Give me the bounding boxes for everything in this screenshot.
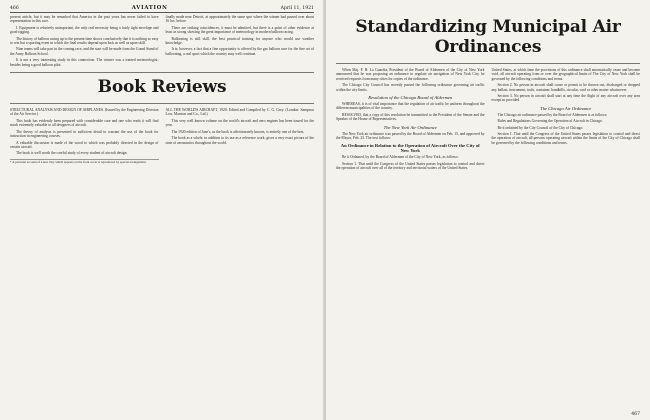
paragraph: It is not a very interesting study in this connection. The winner was a trained meteorologist; besides being a good balloon pilot. xyxy=(10,58,159,67)
paragraph: Be it Ordained, by the Board of Aldermen of the City of New York, as follows: xyxy=(342,155,459,160)
paragraph: Section 2. No person in aircraft shall cause or permit to be thrown out, discharged or dropped any ballast, instrument, tools, container, handbills, circular, card or other matter whatsoever. xyxy=(491,83,640,92)
paragraph: Nine teams will take part in the coming race, and the start will be made from the Grand Stand of the Army Balloon School. xyxy=(10,47,159,56)
paragraph: It is, however, a fact that a fine opportunity is offered by the gas balloon race for the fine art of ballooning, a real sport which the country may well continue. xyxy=(165,47,314,56)
left-page xyxy=(0,0,324,420)
paragraph: This very well known volume on the world's aircraft and aero engines has been issued for the year. xyxy=(165,118,314,128)
paragraph: The Chicago air ordinance passed by the Board of Aldermen is as follows: xyxy=(497,112,608,117)
issue-date: April 11, 1921 xyxy=(280,6,314,11)
right-columns xyxy=(336,68,640,173)
paragraph: There are striking coincidences, it must be admitted, but there is a point of other evidence at least as strong showing the great importance of meteorology in modern balloon racing. xyxy=(165,25,314,35)
subheading: Resolution of the Chicago Board of Aldermen xyxy=(368,95,453,101)
subheading: The Chicago Air Ordinance xyxy=(540,105,592,111)
paragraph: Be it ordained by the City Council of the City of Chicago: xyxy=(497,125,584,130)
right-page xyxy=(326,0,650,420)
paragraph: When Maj. F. H. La Guardia, President of the Board of Aldermen of the City of New York announced that he was proposing an ordinance to regulate air navigation of New York City, he received requests from many cities for copies of the ordinance. xyxy=(336,68,485,81)
paragraph: The book is well worth the careful study of every student of aircraft design. xyxy=(16,151,128,156)
paragraph: The book as a whole, in addition to its use as a reference work, gives a very exact picture of the state of aeronautics throughout the world. xyxy=(165,136,314,145)
paragraph: The history of balloon racing up to the present time shows conclusively that it is nothing so easy to win but a sporting event in which the final results depend upon luck as well as upon skill. xyxy=(10,36,159,46)
book-reviews-title: Book Reviews xyxy=(97,77,227,98)
subheading: The New York Air Ordinance xyxy=(383,124,437,130)
right-page-number: 467 xyxy=(631,412,640,417)
article-title: Standardizing Municipal Air Ordinances xyxy=(355,17,621,57)
paragraph: Section 1. That until the Congress of the United States passes legislation to control and direct the operation of aircraft, all persons operating aircraft within the limits of the City of Chicago shall be governed by the following conditions and terms. xyxy=(491,132,640,145)
paragraph: Rules and Regulations Governing the Operation of Aircraft in Chicago. xyxy=(497,119,603,124)
left-bottom-col2 xyxy=(166,108,315,167)
subheading: An Ordinance in Relation to the Operation of Aircraft Over the City of New York xyxy=(340,143,480,154)
paragraph: Ballooning is still skill, the best practical training for anyone who would use weather knowledge. xyxy=(165,36,314,46)
left-top-col2 xyxy=(166,15,315,69)
right-col2 xyxy=(492,68,641,173)
paragraph: Section 1. That until the Congress of the United States passes legislation to control and direct the operation of aircraft over all of the territory and territorial waters of the United States. xyxy=(336,161,485,171)
left-running-head xyxy=(10,5,314,13)
paragraph: The 1920 edition of Jane's, as the book is affectionately known, is entirely one of the best. xyxy=(171,129,305,134)
paragraph: The Chicago City Council has recently passed the following ordinance governing air traffic within the city limits. xyxy=(336,83,485,92)
paragraph: United States, at which time the provisions of this ordinance shall automatically cease and become void, all aircraft operating from or over the geographical limits of The City of New York shall be governed by the following conditions and terms. xyxy=(491,68,640,81)
paragraph: WHEREAS, it is of vital importance that the regulation of air traffic be uniform throughout the different municipalities of the country. xyxy=(336,102,485,111)
paragraph: A valuable discussion is made of the wood to which was probably directed in the design of certain aircraft. xyxy=(10,140,159,149)
paragraph: The New York air ordinance was passed by the Board of Aldermen on Feb. 15, and approved by the Mayor, Feb. 23. The text follows: xyxy=(336,131,485,141)
paragraph: present article, but it may be remarked that America in the past years has never failed to have representation in this race. xyxy=(10,15,159,24)
left-top-col1 xyxy=(10,15,159,69)
left-page-number: 466 xyxy=(10,6,19,11)
divider xyxy=(10,103,314,104)
footnote: * A personal account of Lieut. Nay which appears on the front cover is reproduced by special arrangement. xyxy=(10,159,159,165)
left-bottom-col1 xyxy=(10,108,159,167)
paragraph: The theory of analysis is presented in sufficient detail to warrant the use of the book for instruction in engineering courses. xyxy=(10,129,159,139)
review-heading: STRUCTURAL ANALYSIS AND DESIGN OF AIRPLANES. (Issued by the Engineering Division of the Air Service.) xyxy=(10,108,159,117)
paragraph: finally made near Detroit, at approximately the same spot where the winner had passed over about 16 hrs. before. xyxy=(165,15,314,24)
left-top-columns xyxy=(10,15,314,69)
divider xyxy=(10,72,314,73)
paragraph: RESOLVED, that a copy of this resolution be transmitted to the President of the Senate and the Speaker of the House of Representatives. xyxy=(336,112,485,122)
paragraph: This book has evidently been prepared with considerable care and one who reads it will find much extremely valuable to all designers of aircraft. xyxy=(10,118,159,128)
magazine-name: AVIATION xyxy=(131,5,168,11)
divider xyxy=(336,63,640,64)
review-heading: ALL THE WORLD'S AIRCRAFT, 1920. Edited and Compiled by C. G. Grey. (London: Sampson Low, Marston and Co., Ltd.) xyxy=(165,108,314,117)
right-col1 xyxy=(336,68,485,173)
left-bottom-columns xyxy=(10,108,314,167)
paragraph: I. Equipment is relatively unimportant, the only real necessity being a fairly tight envelope and good rigging. xyxy=(10,25,159,35)
paragraph: Section 3. No person in aircraft shall start at any time the flight of any aircraft over any area except as provided. xyxy=(491,94,640,103)
